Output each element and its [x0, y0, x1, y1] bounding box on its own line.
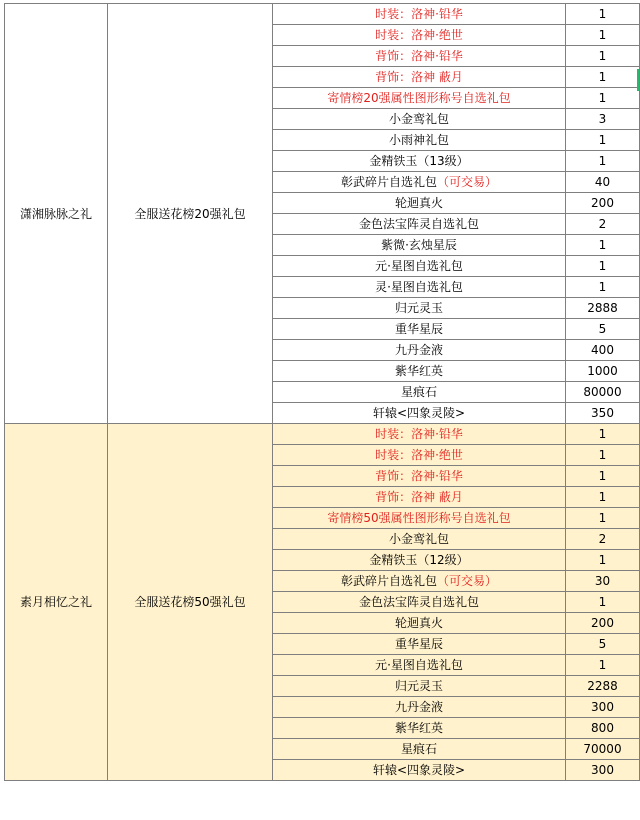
gift-name-cell: 潇湘脉脉之礼 — [5, 4, 108, 424]
item-cell — [273, 571, 566, 592]
tradable-note: （可交易） — [437, 574, 498, 588]
item-cell — [273, 256, 566, 277]
item-label: 时装：洛神·铅华 — [375, 427, 463, 441]
item-cell — [273, 46, 566, 67]
item-cell — [273, 151, 566, 172]
quantity-cell: 1000 — [566, 361, 640, 382]
item-label: 背饰：洛神·铅华 — [375, 49, 463, 63]
tradable-note: （可交易） — [437, 175, 498, 189]
item-label: 彰武碎片自选礼包 — [340, 175, 437, 189]
item-label: 背饰：洛神·铅华 — [375, 469, 463, 483]
item-label: 星痕石 — [400, 742, 437, 756]
item-label: 时装：洛神·绝世 — [375, 28, 463, 42]
quantity-cell: 1 — [566, 130, 640, 151]
item-cell — [273, 298, 566, 319]
item-cell — [273, 67, 566, 88]
item-label: 轩辕<四象灵陵> — [372, 406, 466, 420]
item-cell — [273, 403, 566, 424]
quantity-cell: 400 — [566, 340, 640, 361]
quantity-cell: 2 — [566, 529, 640, 550]
item-label: 时装：洛神·绝世 — [375, 448, 463, 462]
item-label: 金色法宝阵灵自选礼包 — [358, 217, 479, 231]
table-row — [5, 424, 640, 445]
quantity-cell: 350 — [566, 403, 640, 424]
quantity-cell: 70000 — [566, 739, 640, 760]
quantity-cell: 300 — [566, 697, 640, 718]
item-cell — [273, 424, 566, 445]
item-cell — [273, 466, 566, 487]
item-label: 归元灵玉 — [394, 301, 443, 315]
item-cell — [273, 214, 566, 235]
item-label: 紫华红英 — [394, 721, 443, 735]
item-label: 九丹金液 — [394, 700, 443, 714]
quantity-cell: 1 — [566, 466, 640, 487]
quantity-cell: 1 — [566, 88, 640, 109]
quantity-cell: 200 — [566, 193, 640, 214]
item-cell — [273, 760, 566, 781]
item-cell — [273, 676, 566, 697]
item-label: 重华星辰 — [394, 322, 443, 336]
item-label: 背饰：洛神 蔽月 — [375, 490, 463, 504]
quantity-cell: 30 — [566, 571, 640, 592]
package-cell: 全服送花榜50强礼包 — [108, 424, 273, 781]
item-cell — [273, 508, 566, 529]
item-label: 背饰：洛神 蔽月 — [375, 70, 463, 84]
quantity-cell: 80000 — [566, 382, 640, 403]
cell-selection-marker — [637, 69, 639, 91]
item-label: 金色法宝阵灵自选礼包 — [358, 595, 479, 609]
item-cell — [273, 340, 566, 361]
quantity-cell: 1 — [566, 151, 640, 172]
item-label: 寄情榜50强属性图形称号自选礼包 — [327, 511, 511, 525]
item-cell — [273, 193, 566, 214]
quantity-cell: 3 — [566, 109, 640, 130]
item-label: 元·星图自选礼包 — [375, 658, 463, 672]
quantity-cell: 40 — [566, 172, 640, 193]
item-label: 元·星图自选礼包 — [375, 259, 463, 273]
quantity-cell: 2888 — [566, 298, 640, 319]
item-cell — [273, 592, 566, 613]
item-cell — [273, 235, 566, 256]
item-cell — [273, 529, 566, 550]
quantity-cell: 1 — [566, 592, 640, 613]
item-label: 九丹金液 — [394, 343, 443, 357]
quantity-cell: 1 — [566, 655, 640, 676]
item-cell — [273, 655, 566, 676]
item-cell — [273, 697, 566, 718]
quantity-cell: 300 — [566, 760, 640, 781]
item-label: 金精铁玉（12级） — [369, 553, 469, 567]
item-cell — [273, 445, 566, 466]
item-label: 小金鸾礼包 — [388, 112, 449, 126]
item-label: 归元灵玉 — [394, 679, 443, 693]
item-cell — [273, 130, 566, 151]
quantity-cell: 1 — [566, 235, 640, 256]
quantity-cell: 1 — [566, 424, 640, 445]
item-label: 金精铁玉（13级） — [369, 154, 469, 168]
item-cell — [273, 550, 566, 571]
reward-table-body — [5, 4, 640, 781]
item-label: 灵·星图自选礼包 — [375, 280, 463, 294]
item-label: 紫华红英 — [394, 364, 443, 378]
quantity-cell: 1 — [566, 4, 640, 25]
quantity-cell: 1 — [566, 487, 640, 508]
item-cell — [273, 88, 566, 109]
item-cell — [273, 634, 566, 655]
item-cell — [273, 382, 566, 403]
gift-name-cell: 素月相忆之礼 — [5, 424, 108, 781]
item-label: 彰武碎片自选礼包 — [340, 574, 437, 588]
item-label: 小雨神礼包 — [388, 133, 449, 147]
quantity-cell: 1 — [566, 445, 640, 466]
item-label: 小金鸾礼包 — [388, 532, 449, 546]
item-label: 重华星辰 — [394, 637, 443, 651]
item-cell — [273, 319, 566, 340]
item-cell — [273, 487, 566, 508]
item-cell — [273, 25, 566, 46]
item-label: 紫微·玄烛星辰 — [381, 238, 457, 252]
reward-table — [4, 3, 640, 781]
quantity-cell: 2 — [566, 214, 640, 235]
item-cell — [273, 109, 566, 130]
item-cell — [273, 718, 566, 739]
item-cell — [273, 172, 566, 193]
item-label: 寄情榜20强属性图形称号自选礼包 — [327, 91, 511, 105]
quantity-cell: 1 — [566, 550, 640, 571]
quantity-cell: 1 — [566, 508, 640, 529]
item-cell — [273, 4, 566, 25]
quantity-cell: 2288 — [566, 676, 640, 697]
item-label: 时装：洛神·铅华 — [375, 7, 463, 21]
item-label: 轮迴真火 — [394, 196, 443, 210]
quantity-cell: 1 — [566, 277, 640, 298]
table-row — [5, 4, 640, 25]
item-label: 星痕石 — [400, 385, 437, 399]
quantity-cell: 5 — [566, 634, 640, 655]
quantity-cell: 1 — [566, 256, 640, 277]
quantity-cell: 5 — [566, 319, 640, 340]
item-cell — [273, 613, 566, 634]
quantity-cell: 200 — [566, 613, 640, 634]
item-cell — [273, 739, 566, 760]
item-cell — [273, 277, 566, 298]
quantity-cell: 800 — [566, 718, 640, 739]
package-cell: 全服送花榜20强礼包 — [108, 4, 273, 424]
quantity-cell: 1 — [566, 46, 640, 67]
item-label: 轮迴真火 — [394, 616, 443, 630]
item-cell — [273, 361, 566, 382]
quantity-cell: 1 — [566, 67, 640, 88]
quantity-cell: 1 — [566, 25, 640, 46]
item-label: 轩辕<四象灵陵> — [372, 763, 466, 777]
